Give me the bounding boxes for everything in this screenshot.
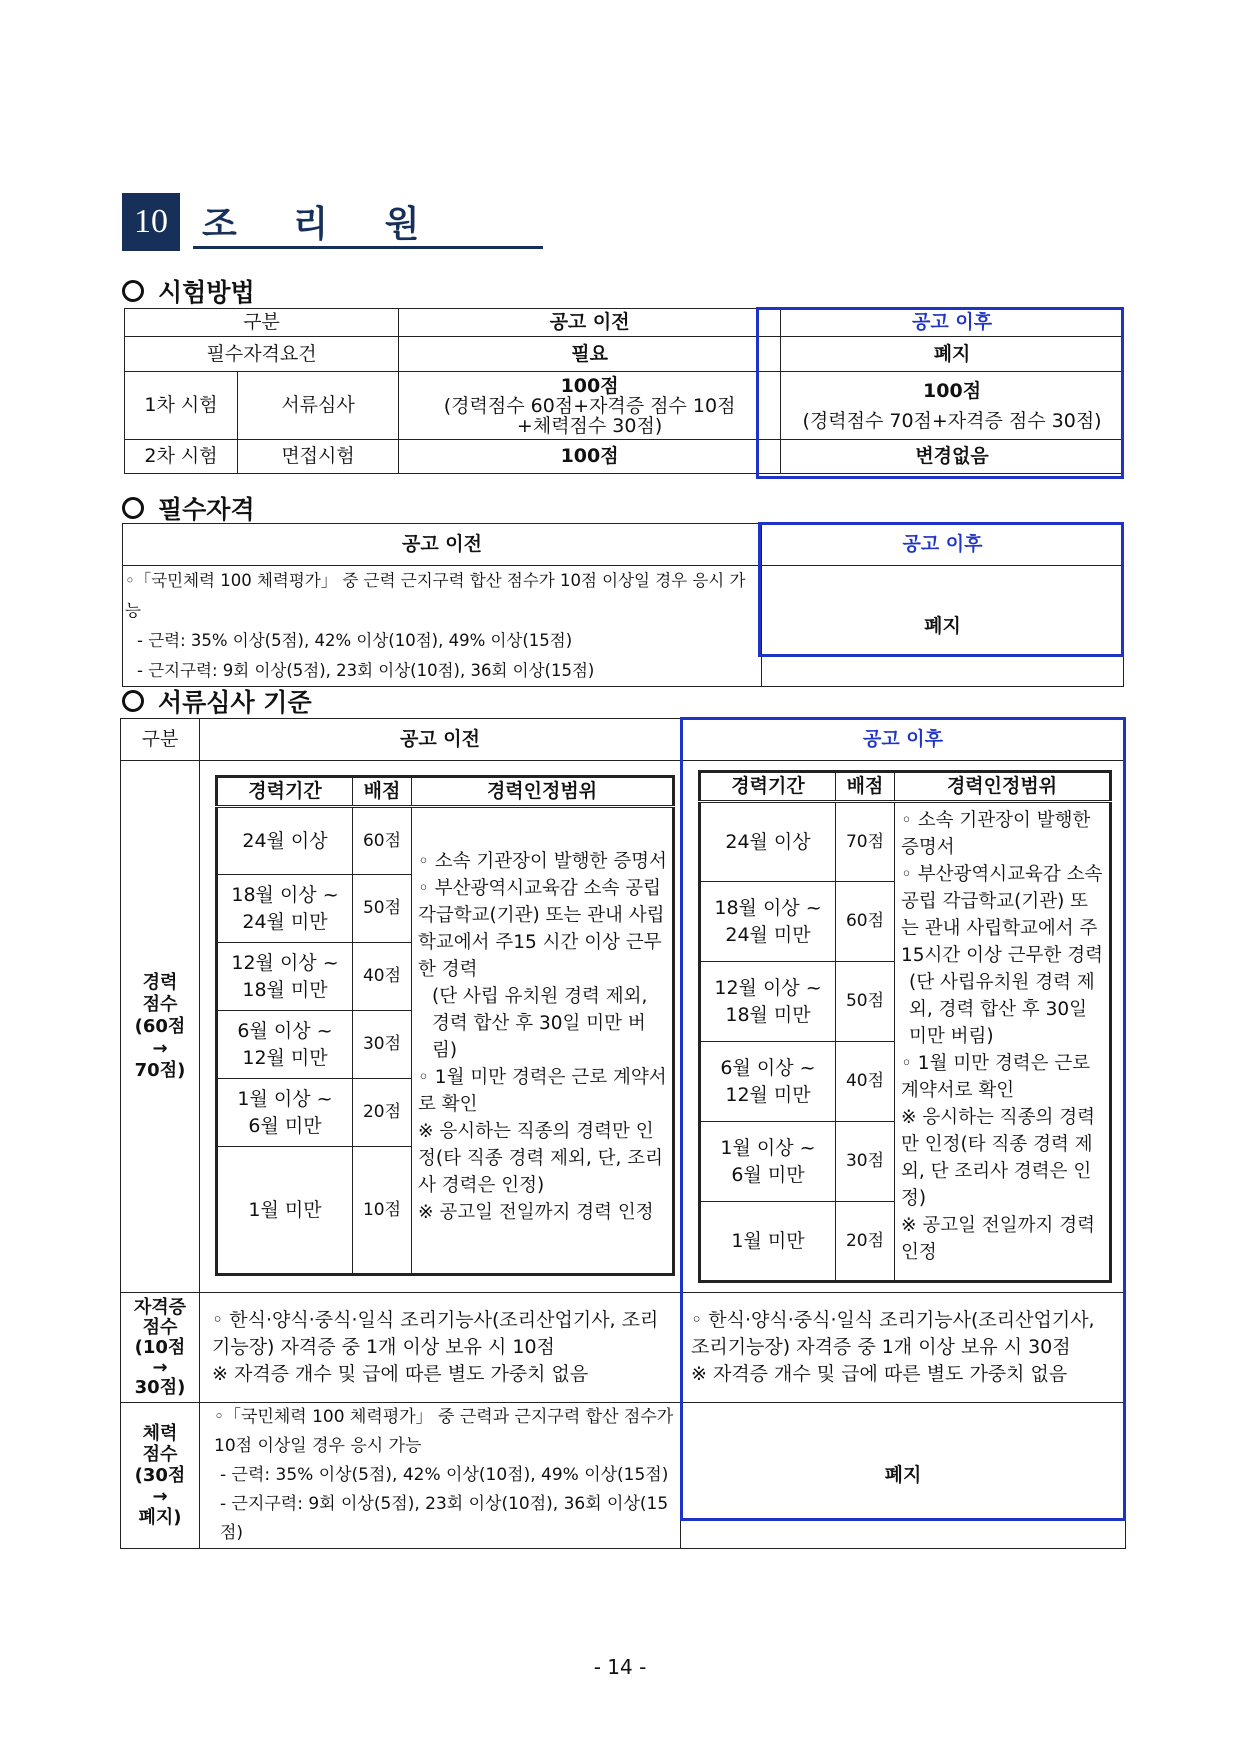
scope-line: ◦ 1월 미만 경력은 근로 계약서로 확인 xyxy=(418,1067,667,1115)
col-category: 구분 xyxy=(125,309,399,337)
period-text: 1월 이상 ~ xyxy=(237,1087,333,1110)
period-text: 24월 미만 xyxy=(725,923,811,946)
fitness-score-label xyxy=(121,1403,200,1549)
label-line: 점수 xyxy=(142,1316,178,1338)
fitness-requirement-before xyxy=(123,566,762,687)
score-breakdown-cont: +체력점수 30점) xyxy=(516,414,663,437)
period-text: 1월 이상 ~ xyxy=(720,1136,816,1159)
heading-text: 서류심사 기준 xyxy=(158,688,312,717)
score-cell: 30점 xyxy=(836,1122,895,1202)
score-cell: 40점 xyxy=(836,1042,895,1122)
period-text: 18월 이상 ~ xyxy=(231,883,339,906)
first-exam-before xyxy=(399,372,781,440)
label-line: 점수 xyxy=(142,993,178,1015)
scope-line: ◦ 1월 미만 경력은 근로 계약서로 확인 xyxy=(901,1053,1091,1101)
cert-note: ※ 자격증 개수 및 급에 따른 별도 가중치 없음 xyxy=(212,1363,589,1385)
col-scope: 경력인정범위 xyxy=(412,777,674,807)
period-text: 24월 이상 xyxy=(242,829,328,852)
score-cell: 60점 xyxy=(836,882,895,962)
heading-exam-method xyxy=(122,273,255,309)
period-cell xyxy=(217,943,353,1011)
scope-line: ◦ 소속 기관장이 발행한 증명서 xyxy=(901,810,1091,858)
second-exam-after: 변경없음 xyxy=(781,440,1124,474)
col-before: 공고 이전 xyxy=(399,309,781,337)
title-underline xyxy=(193,246,543,249)
period-text: 24월 이상 xyxy=(725,830,811,853)
label-line: (30점 xyxy=(134,1465,186,1486)
score-total: 100점 xyxy=(923,379,982,402)
label-line: 경력 xyxy=(142,971,178,993)
scope-line: (단 사립유치원 경력 제외, 경력 합산 후 30일 미만 버림) xyxy=(909,972,1095,1047)
scope-line: ※ 공고일 전일까지 경력 인정 xyxy=(901,1215,1095,1263)
scope-line: ◦ 소속 기관장이 발행한 증명서 xyxy=(418,851,667,872)
score-cell: 50점 xyxy=(353,875,412,943)
second-exam-before: 100점 xyxy=(399,440,781,474)
scope-cell xyxy=(895,802,1111,1282)
col-score: 배점 xyxy=(353,777,412,807)
second-exam-label: 2차 시험 xyxy=(125,440,238,474)
period-text: 6월 이상 ~ xyxy=(720,1056,816,1079)
label-line: 점수 xyxy=(142,1444,178,1465)
period-text: 1월 미만 xyxy=(248,1198,322,1221)
career-before-table xyxy=(215,775,675,1276)
label-line: → xyxy=(152,1356,168,1378)
requirement-line: ◦「국민체력 100 체력평가」 중 근력 근지구력 합산 점수가 10점 이상일 경우 응시 가능 xyxy=(125,571,746,620)
fitness-before xyxy=(200,1403,681,1549)
row-required-after: 폐지 xyxy=(781,337,1124,372)
heading-text: 필수자격 xyxy=(158,495,255,524)
period-text: 6월 미만 xyxy=(248,1114,322,1137)
col-after: 공고 이후 xyxy=(762,524,1124,566)
requirement-line: - 근력: 35% 이상(5점), 42% 이상(10점), 49% 이상(15점) xyxy=(137,631,573,650)
col-before: 공고 이전 xyxy=(123,524,762,566)
fitness-rule: - 근지구력: 9회 이상(5점), 23회 이상(10점), 36회 이상(15점) xyxy=(220,1494,669,1543)
cert-rule: ◦ 한식·양식·중식·일식 조리기능사(조리산업기사, 조리기능장) 자격증 중 1개 이상 보유 시 10점 xyxy=(212,1309,659,1358)
label-line: (60점 xyxy=(134,1015,186,1037)
exam-method-table xyxy=(124,308,1124,474)
col-scope: 경력인정범위 xyxy=(895,772,1111,802)
period-cell xyxy=(217,1011,353,1079)
fitness-rule: - 근력: 35% 이상(5점), 42% 이상(10점), 49% 이상(15점) xyxy=(220,1465,669,1485)
heading-text: 시험방법 xyxy=(158,278,255,307)
scope-line: ※ 공고일 전일까지 경력 인정 xyxy=(418,1202,654,1223)
label-line: 자격증 xyxy=(133,1296,187,1318)
col-before: 공고 이전 xyxy=(200,719,681,761)
score-cell: 70점 xyxy=(836,802,895,882)
label-line: 체력 xyxy=(142,1423,178,1444)
label-line: (10점 xyxy=(134,1336,186,1358)
section-number: 10 xyxy=(122,193,180,251)
career-score-label xyxy=(121,761,200,1293)
period-text: 12월 이상 ~ xyxy=(714,976,822,999)
period-cell xyxy=(700,1122,836,1202)
period-text: 6월 이상 ~ xyxy=(237,1019,333,1042)
label-line: → xyxy=(152,1037,168,1059)
label-line: 30점) xyxy=(134,1376,186,1398)
cert-rule: ◦ 한식·양식·중식·일식 조리기능사(조리산업기사, 조리기능장) 자격증 중 1개 이상 보유 시 30점 xyxy=(691,1309,1095,1358)
cert-note: ※ 자격증 개수 및 급에 따른 별도 가중치 없음 xyxy=(691,1363,1068,1385)
circle-bullet-icon xyxy=(122,690,144,712)
score-cell: 30점 xyxy=(353,1011,412,1079)
score-cell: 40점 xyxy=(353,943,412,1011)
cert-after xyxy=(681,1293,1126,1403)
period-cell xyxy=(700,962,836,1042)
page-number: - 14 - xyxy=(593,1655,647,1679)
period-cell xyxy=(700,882,836,962)
first-exam-label: 1차 시험 xyxy=(125,372,238,440)
label-line: 70점) xyxy=(134,1059,186,1081)
score-total: 100점 xyxy=(560,374,619,397)
period-text: 12월 미만 xyxy=(242,1046,328,1069)
fitness-requirement-after: 폐지 xyxy=(762,566,1124,687)
document-review-label: 서류심사 xyxy=(238,372,399,440)
period-cell xyxy=(217,875,353,943)
fitness-after: 폐지 xyxy=(681,1403,1126,1549)
period-text: 12월 이상 ~ xyxy=(231,951,339,974)
col-period: 경력기간 xyxy=(700,772,836,802)
scope-line: ※ 응시하는 직종의 경력만 인정(타 직종 경력 제외, 단, 조리사 경력은 인정) xyxy=(418,1121,663,1196)
career-after-table xyxy=(698,770,1112,1283)
circle-bullet-icon xyxy=(122,280,144,302)
cert-score-label xyxy=(121,1293,200,1403)
col-after: 공고 이후 xyxy=(681,719,1126,761)
col-period: 경력기간 xyxy=(217,777,353,807)
period-cell xyxy=(700,1202,836,1282)
scope-line: (단 사립 유치원 경력 제외, 경력 합산 후 30일 미만 버림) xyxy=(432,986,648,1061)
period-text: 24월 미만 xyxy=(242,910,328,933)
first-exam-after xyxy=(781,372,1124,440)
col-category: 구분 xyxy=(121,719,200,761)
scope-line: ◦ 부산광역시교육감 소속 공립 각급학교(기관) 또는 관내 사립학교에서 주 15시간 이상 근무한 경력 xyxy=(901,864,1104,966)
period-text: 18월 미만 xyxy=(725,1003,811,1026)
score-cell: 20점 xyxy=(836,1202,895,1282)
col-after: 공고 이후 xyxy=(781,309,1124,337)
required-qual-table xyxy=(122,523,1124,687)
period-cell xyxy=(217,807,353,875)
period-text: 18월 이상 ~ xyxy=(714,896,822,919)
period-cell xyxy=(700,802,836,882)
section-title: 조 리 원 xyxy=(202,204,442,245)
cert-before xyxy=(200,1293,681,1403)
period-cell xyxy=(217,1079,353,1147)
heading-required-qual xyxy=(122,490,255,526)
scope-line: ◦ 부산광역시교육감 소속 공립 각급학교(기관) 또는 관내 사립학교에서 주15 시간 이상 근무한 경력 xyxy=(418,878,665,980)
row-required-label: 필수자격요건 xyxy=(125,337,399,372)
period-text: 6월 미만 xyxy=(731,1163,805,1186)
period-cell xyxy=(700,1042,836,1122)
scope-cell xyxy=(412,807,674,1275)
scope-line: ※ 응시하는 직종의 경력만 인정(타 직종 경력 제외, 단 조리사 경력은 인정) xyxy=(901,1107,1095,1209)
period-text: 12월 미만 xyxy=(725,1083,811,1106)
period-text: 18월 미만 xyxy=(242,978,328,1001)
heading-document-review xyxy=(122,683,312,719)
col-score: 배점 xyxy=(836,772,895,802)
score-cell: 60점 xyxy=(353,807,412,875)
label-line: → xyxy=(152,1486,168,1507)
circle-bullet-icon xyxy=(122,497,144,519)
score-breakdown: (경력점수 60점+자격증 점수 10점 xyxy=(443,394,736,417)
period-text: 1월 미만 xyxy=(731,1229,805,1252)
score-cell: 10점 xyxy=(353,1147,412,1275)
score-breakdown: (경력점수 70점+자격증 점수 30점) xyxy=(802,409,1102,432)
period-cell xyxy=(217,1147,353,1275)
score-cell: 20점 xyxy=(353,1079,412,1147)
label-line: 폐지) xyxy=(138,1507,182,1528)
requirement-line: - 근지구력: 9회 이상(5점), 23회 이상(10점), 36회 이상(15점) xyxy=(137,661,595,680)
interview-label: 면접시험 xyxy=(238,440,399,474)
row-required-before: 필요 xyxy=(399,337,781,372)
fitness-rule: ◦「국민체력 100 체력평가」 중 근력과 근지구력 합산 점수가 10점 이상일 경우 응시 가능 xyxy=(214,1407,674,1456)
score-cell: 50점 xyxy=(836,962,895,1042)
